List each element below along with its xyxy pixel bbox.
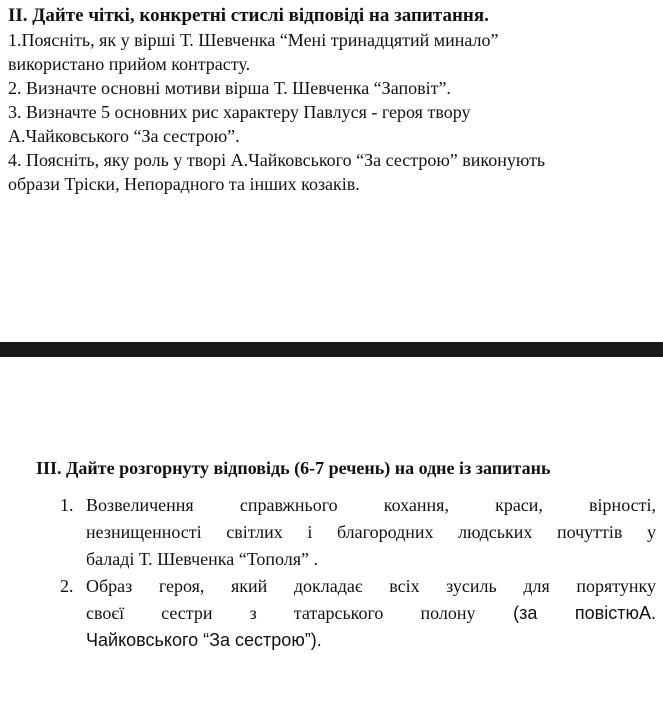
- question-line: А.Чайковського “За сестрою”.: [8, 126, 240, 146]
- list-item: [36, 573, 656, 654]
- section-3-heading: ІІІ. Дайте розгорнуту відповідь (6-7 речень) на одне із запитань: [36, 458, 551, 478]
- question-line: 2. Визначте основні мотиви вірша Т. Шевченка “Заповіт”.: [8, 78, 451, 98]
- section-essay: [36, 456, 656, 654]
- topic-line: Возвеличення справжнього кохання, краси, вірності,: [86, 495, 656, 515]
- section-short-answers: [8, 4, 658, 196]
- essay-topic-list: [36, 492, 656, 654]
- topic-line: баладі Т. Шевченка “Тополя” .: [86, 549, 319, 569]
- topic-text-sans: А.: [638, 603, 656, 623]
- question-line: образи Тріски, Непорадного та інших козаків.: [8, 174, 360, 194]
- topic-text: своєї сестри з татарського полону: [86, 603, 476, 623]
- black-divider-bar: [0, 342, 663, 357]
- topic-line-mixed: [86, 600, 656, 627]
- topic-line: незнищенності світлих і благородних людських почуттів у: [86, 522, 656, 542]
- question-line: 3. Визначте 5 основних рис характеру Павлуся - героя твору: [8, 102, 471, 122]
- question-line: 1.Поясніть, як у вірші Т. Шевченка “Мені тринадцятий минало”: [8, 30, 499, 50]
- question-line: використано прийом контрасту.: [8, 54, 251, 74]
- list-number: 2.: [60, 576, 74, 596]
- list-item: [36, 492, 656, 573]
- topic-line: Чайковського “За сестрою”).: [86, 630, 322, 650]
- topic-line: Образ героя, який докладає всіх зусиль для порятунку: [86, 576, 656, 596]
- question-line: 4. Поясніть, яку роль у творі А.Чайковського “За сестрою” виконують: [8, 150, 546, 170]
- list-number: 1.: [60, 495, 74, 515]
- topic-text-sans: (за повістю: [475, 603, 639, 623]
- section-2-heading: ІІ. Дайте чіткі, конкретні стислі відповіді на запитання.: [8, 5, 489, 26]
